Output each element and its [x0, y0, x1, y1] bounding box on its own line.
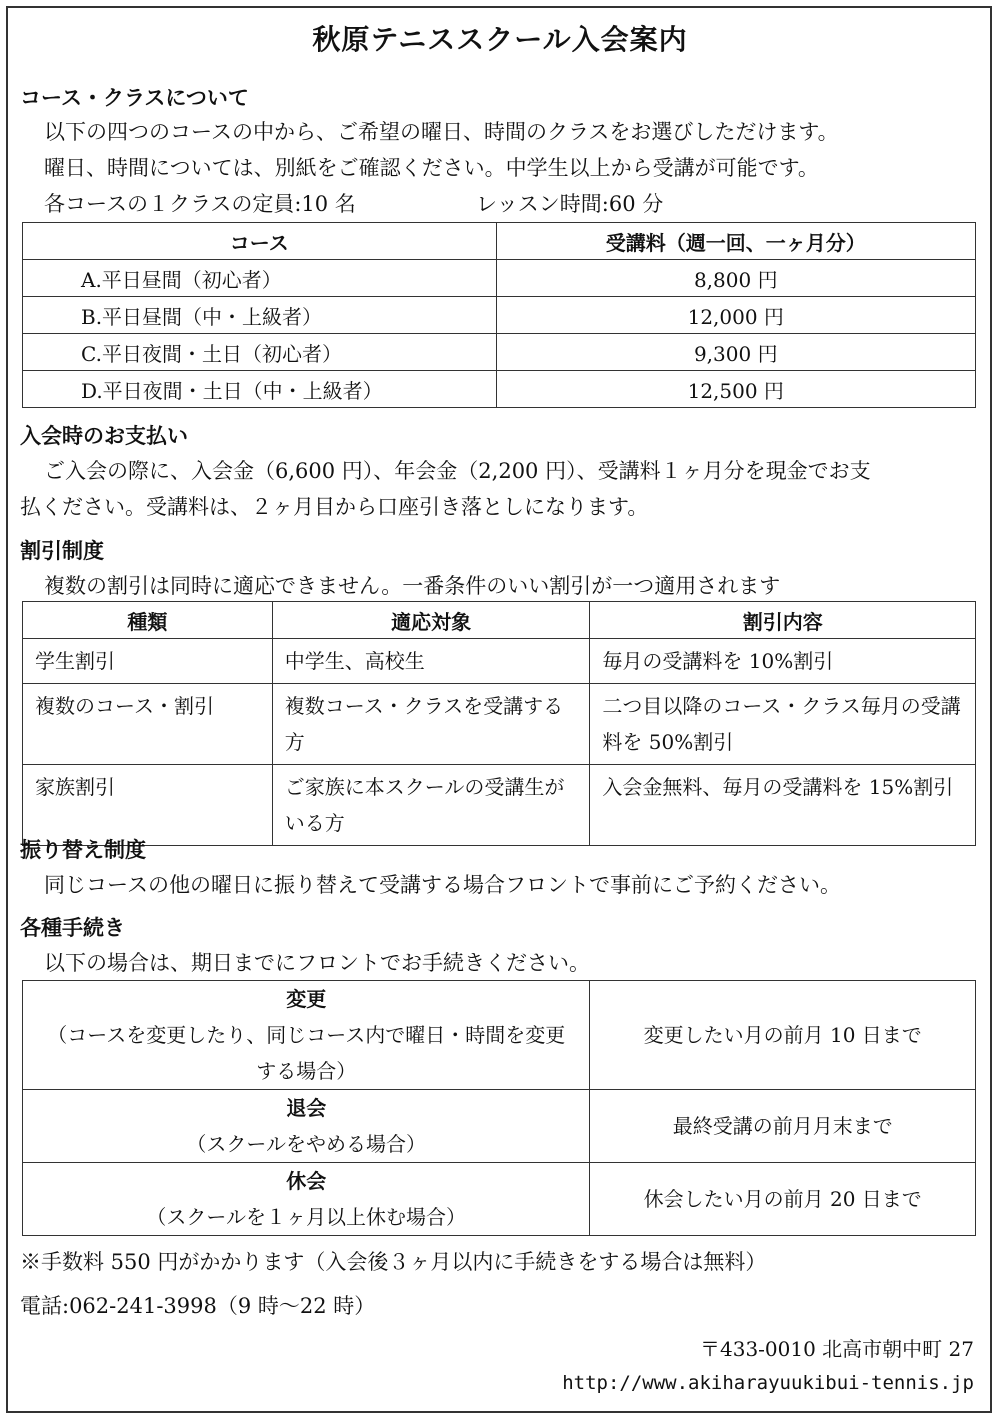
procedure-name: 退会 — [286, 1096, 327, 1120]
procedure-item — [23, 1090, 590, 1163]
table-row — [23, 334, 976, 371]
payment-heading: 入会時のお支払い — [20, 424, 188, 448]
header-content: 割引内容 — [590, 602, 976, 639]
course-heading: コース・クラスについて — [20, 86, 249, 110]
procedure-item — [23, 1163, 590, 1236]
course-text-1: 以下の四つのコースの中から、ご希望の曜日、時間のクラスをお選びしただけます。 — [44, 120, 839, 144]
procedure-desc: （コースを変更したり、同じコース内で曜日・時間を変更する場合） — [47, 1023, 566, 1083]
course-name: D.平日夜間・土日（中・上級者） — [23, 371, 497, 408]
procedure-table — [22, 980, 976, 1236]
table-row — [23, 981, 976, 1090]
procedure-deadline: 最終受講の前月月末まで — [590, 1090, 976, 1163]
table-row — [23, 639, 976, 684]
procedure-text: 以下の場合は、期日までにフロントでお手続きください。 — [44, 951, 590, 975]
table-header-row — [23, 223, 976, 260]
table-row — [23, 1090, 976, 1163]
address: 〒433-0010 北高市朝中町 27 — [700, 1337, 974, 1361]
course-name: A.平日昼間（初心者） — [23, 260, 497, 297]
discount-table — [22, 601, 976, 846]
page-title: 秋原テニススクール入会案内 — [312, 23, 688, 56]
procedure-name: 変更 — [286, 987, 327, 1011]
payment-text-1: ご入会の際に、入会金（6,600 円）、年会金（2,200 円）、受講料１ヶ月分を現金でお支 — [44, 459, 871, 483]
table-row — [23, 297, 976, 334]
header-type: 種類 — [23, 602, 273, 639]
discount-content: 二つ目以降のコース・クラス毎月の受講料を 50%割引 — [590, 684, 976, 765]
header-course: コース — [23, 223, 497, 260]
course-fee: 8,800 円 — [496, 260, 975, 297]
table-header-row — [23, 602, 976, 639]
procedure-deadline: 休会したい月の前月 20 日まで — [590, 1163, 976, 1236]
table-row — [23, 684, 976, 765]
phone-number: 電話:062-241-3998（9 時～22 時） — [20, 1294, 376, 1318]
course-name: B.平日昼間（中・上級者） — [23, 297, 497, 334]
course-fee: 12,500 円 — [496, 371, 975, 408]
discount-type: 家族割引 — [23, 765, 273, 846]
discount-target: 中学生、高校生 — [272, 639, 590, 684]
header-target: 適応対象 — [272, 602, 590, 639]
transfer-heading: 振り替え制度 — [20, 838, 146, 862]
table-row — [23, 765, 976, 846]
course-fee: 12,000 円 — [496, 297, 975, 334]
table-row — [23, 371, 976, 408]
discount-target: 複数コース・クラスを受講する方 — [272, 684, 590, 765]
procedure-desc: （スクールをやめる場合） — [186, 1132, 427, 1156]
fee-note: ※手数料 550 円がかかります（入会後３ヶ月以内に手続きをする場合は無料） — [20, 1250, 767, 1274]
payment-text-2: 払ください。受講料は、２ヶ月目から口座引き落としになります。 — [20, 495, 649, 519]
procedure-item — [23, 981, 590, 1090]
procedure-heading: 各種手続き — [20, 916, 125, 940]
discount-content: 入会金無料、毎月の受講料を 15%割引 — [590, 765, 976, 846]
procedure-desc: （スクールを１ヶ月以上休む場合） — [146, 1205, 467, 1229]
discount-type: 学生割引 — [23, 639, 273, 684]
discount-type: 複数のコース・割引 — [23, 684, 273, 765]
header-fee: 受講料（週一回、一ヶ月分） — [496, 223, 975, 260]
course-text-2: 曜日、時間については、別紙をご確認ください。中学生以上から受講が可能です。 — [44, 156, 819, 180]
course-capacity: 各コースの１クラスの定員:10 名 — [44, 192, 356, 216]
discount-heading: 割引制度 — [20, 539, 104, 563]
course-fee: 9,300 円 — [496, 334, 975, 371]
course-fee-table — [22, 222, 976, 408]
course-name: C.平日夜間・土日（初心者） — [23, 334, 497, 371]
discount-target: ご家族に本スクールの受講生がいる方 — [272, 765, 590, 846]
table-row — [23, 1163, 976, 1236]
transfer-text: 同じコースの他の曜日に振り替えて受講する場合フロントで事前にご予約ください。 — [44, 873, 841, 897]
lesson-duration: レッスン時間:60 分 — [476, 192, 664, 216]
discount-content: 毎月の受講料を 10%割引 — [590, 639, 976, 684]
procedure-name: 休会 — [286, 1169, 327, 1193]
table-row — [23, 260, 976, 297]
discount-note: 複数の割引は同時に適応できません。一番条件のいい割引が一つ適用されます — [44, 574, 781, 598]
procedure-deadline: 変更したい月の前月 10 日まで — [590, 981, 976, 1090]
website-url: http://www.akiharayuukibui-tennis.jp — [562, 1372, 974, 1394]
